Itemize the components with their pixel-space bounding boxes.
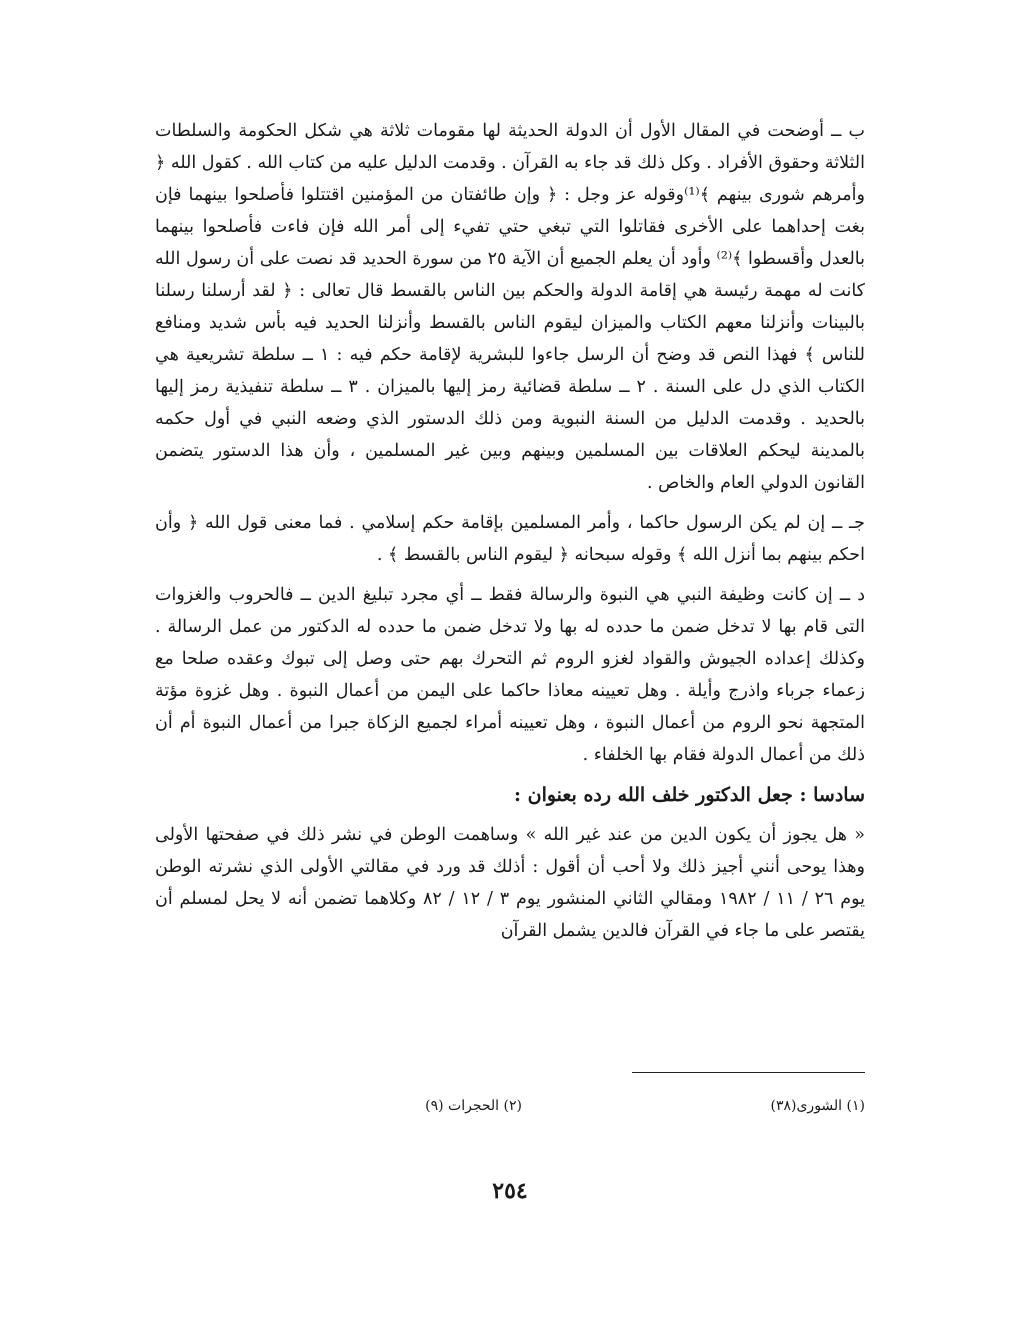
body-text xyxy=(155,115,865,955)
paragraph-b: ب ــ أوضحت في المقال الأول أن الدولة الحديثة لها مقومات ثلاثة هي شكل الحكومة والسلطات الثلاثة وحقوق الأفراد . وكل ذلك قد جاء به القرآن . وقدمت الدليل عليه من كتاب الله . كقول الله ﴿ وأمرهم شورى بينهم ﴾⁽¹⁾وقوله عز وجل : ﴿ وإن طائفتان من المؤمنين اقتتلوا فأصلحوا بينهما فإن بغت إحداهما على الأخرى فقاتلوا التي تبغي حتي تفيء إلى أمر الله فإن فاءت فأصلحوا بينهما بالعدل وأقسطوا ﴾⁽²⁾ وأود أن يعلم الجميع أن الآية ٢٥ من سورة الحديد قد نصت على أن رسول الله كانت له مهمة رئيسة هي إقامة الدولة والحكم بين الناس بالقسط قال تعالى : ﴿ لقد أرسلنا رسلنا بالبينات وأنزلنا معهم الكتاب والميزان ليقوم الناس بالقسط وأنزلنا الحديد فيه بأس شديد ومنافع للناس ﴾ فهذا النص قد وضح أن الرسل جاءوا للبشرية لإقامة حكم فيه : ١ ــ سلطة تشريعية هي الكتاب الذي دل على السنة . ٢ ــ سلطة قضائية رمز إليها بالميزان . ٣ ــ سلطة تنفيذية رمز إليها بالحديد . وقدمت الدليل من السنة النبوية ومن ذلك الدستور الذي وضعه النبي في أول حكمه بالمدينة ليحكم العلاقات بين المسلمين وبينهم وبين غير المسلمين ، وأن هذا الدستور يتضمن القانون الدولي العام والخاص . xyxy=(155,121,866,493)
footnote-2: (٢) الحجرات (٩) xyxy=(425,1098,522,1114)
paragraph-j: جـ ــ إن لم يكن الرسول حاكما ، وأمر المسلمين بإقامة حكم إسلامي . فما معنى قول الله ﴿ وأن احكم بينهم بما أنزل الله ﴾ وقوله سبحانه ﴿ ليقوم الناس بالقسط ﴾ . xyxy=(155,513,865,565)
footnotes xyxy=(0,1098,1020,1122)
section-heading: سادسا : جعل الدكتور خلف الله رده بعنوان : xyxy=(513,784,865,806)
footnote-divider xyxy=(632,1072,865,1073)
paragraph-d: د ــ إن كانت وظيفة النبي هي النبوة والرسالة فقط ــ أي مجرد تبليغ الدين ــ فالحروب والغزوات التى قام بها لا تدخل ضمن ما حدده له بها ولا تدخل ضمن ما حدده له الدكتور من عمل الرسالة . وكذلك إعداده الجيوش والقواد لغزو الروم ثم التحرك بهم حتى وصل إلى تبوك وعقده صلحا مع زعماء جرباء واذرج وأيلة . وهل تعيينه معاذا حاكما على اليمن من أعمال النبوة . وهل غزوة مؤتة المتجهة نحو الروم من أعمال النبوة ، وهل تعيينه أمراء لجميع الزكاة جبرا من أعمال النبوة أم أن ذلك من أعمال الدولة فقام بها الخلفاء . xyxy=(155,585,865,765)
footnote-1: (١) الشورى(٣٨) xyxy=(770,1098,865,1114)
paragraph-closing: « هل يجوز أن يكون الدين من عند غير الله » وساهمت الوطن في نشر ذلك في صفحتها الأولى وهذا يوحى أنني أجيز ذلك ولا أحب أن أقول : أذلك قد ورد في مقالتي الأولى الذي نشرته الوطن يوم ٢٦ / ١١ / ١٩٨٢ ومقالي الثاني المنشور يوم ٣ / ١٢ / ٨٢ وكلاهما تضمن أنه لا يحل لمسلم أن يقتصر على ما جاء في القرآن فالدين يشمل القرآن xyxy=(155,825,865,941)
page-number: ٢٥٤ xyxy=(492,1178,528,1204)
